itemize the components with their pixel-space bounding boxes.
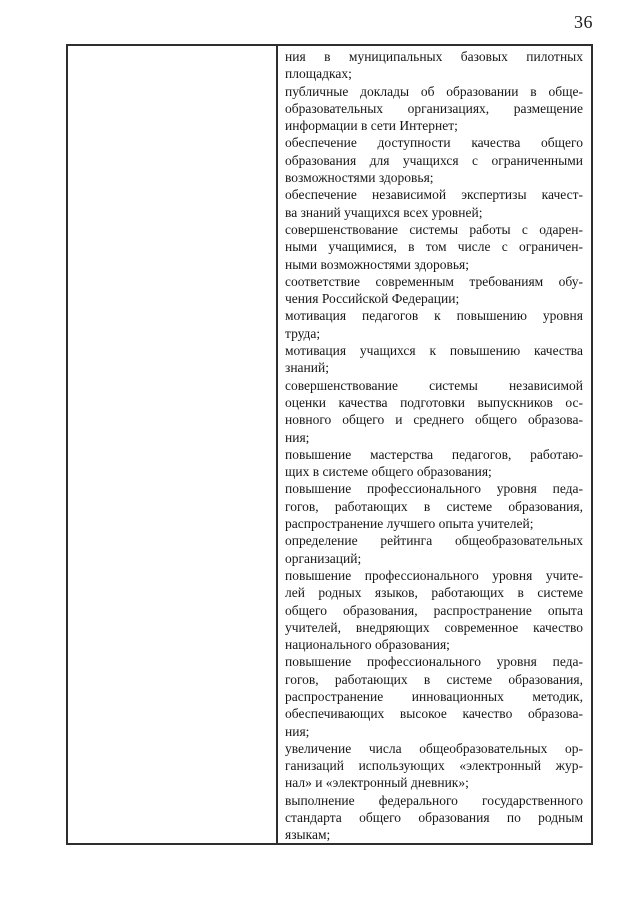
document-table — [66, 44, 593, 845]
list-item — [285, 740, 583, 792]
list-item-line: определение рейтинга общеобразовательных — [285, 533, 583, 549]
list-item-line: информации в сети Интернет; — [285, 118, 458, 134]
list-item — [285, 307, 583, 342]
list-item-line: лей родных языков, работающих в системе — [285, 585, 583, 601]
list-item-line: публичные доклады об образовании в обще- — [285, 83, 583, 99]
list-item-line: совершенствование системы работы с одарен- — [285, 221, 583, 237]
table-left-cell — [68, 46, 278, 843]
list-item — [285, 221, 583, 273]
list-item — [285, 792, 583, 843]
list-item-line: ния; — [285, 429, 310, 445]
list-item-line: распространение инновационных методик, — [285, 688, 583, 704]
list-item-line: повышение профессионального уровня педа- — [285, 654, 583, 670]
list-item-line: выполнение федерального государственного — [285, 792, 583, 808]
table-right-cell — [278, 46, 591, 843]
list-item-line: ния; — [285, 723, 310, 739]
list-item-line: общего образования, распространение опыта — [285, 602, 583, 618]
list-item — [285, 377, 583, 446]
list-item-line: новного общего и среднего общего образова- — [285, 412, 583, 428]
list-item-line: учителей, внедряющих современное качество — [285, 619, 583, 635]
list-item-line: распространение лучшего опыта учителей; — [285, 516, 534, 532]
list-item-line: совершенствование системы независимой — [285, 377, 583, 393]
list-item-line: обеспечение независимой экспертизы качест- — [285, 187, 583, 203]
list-item-line: чения Российской Федерации; — [285, 291, 460, 307]
list-item — [285, 480, 583, 532]
list-item-line: гогов, работающих в системе образования, — [285, 498, 583, 514]
list-item-line: гогов, работающих в системе образования, — [285, 671, 583, 687]
list-item-line: труда; — [285, 325, 321, 341]
list-item-line: обеспечивающих высокое качество образова- — [285, 706, 583, 722]
list-item-line: повышение мастерства педагогов, работаю- — [285, 446, 583, 462]
list-item-line: организаций; — [285, 550, 362, 566]
list-item-line: национального образования; — [285, 637, 450, 653]
list-item-line: повышение профессионального уровня педа- — [285, 481, 583, 497]
list-item-line: ния в муниципальных базовых пилотных — [285, 49, 583, 64]
list-item — [285, 567, 583, 653]
list-item-line: обеспечение доступности качества общего — [285, 135, 583, 151]
list-item — [285, 48, 583, 83]
list-item-line: знаний; — [285, 360, 329, 376]
list-item — [285, 653, 583, 739]
list-item-line: ганизаций использующих «электронный жур- — [285, 758, 583, 774]
list-item-line: мотивация педагогов к повышению уровня — [285, 308, 583, 324]
list-item-line: площадках; — [285, 66, 352, 82]
list-item — [285, 446, 583, 481]
list-item-line: нал» и «электронный дневник»; — [285, 775, 469, 791]
list-item-line: стандарта общего образования по родным — [285, 810, 583, 826]
list-item-line: ными возможностями здоровья; — [285, 256, 469, 272]
list-item-line: ва знаний учащихся всех уровней; — [285, 204, 483, 220]
list-item — [285, 342, 583, 377]
list-item-line: языкам; — [285, 827, 331, 843]
list-item-line: оценки качества подготовки выпускников ос- — [285, 394, 583, 410]
list-item — [285, 186, 583, 221]
list-item-line: повышение профессионального уровня учите- — [285, 567, 583, 583]
list-item-line: образования для учащихся с ограниченными — [285, 152, 583, 168]
list-item — [285, 273, 583, 308]
list-item-line: мотивация учащихся к повышению качества — [285, 343, 583, 359]
page-number: 36 — [574, 12, 593, 32]
list-item-line: щих в системе общего образования; — [285, 464, 492, 480]
list-item-line: образовательных организациях, размещение — [285, 100, 583, 116]
list-item-line: возможностями здоровья; — [285, 170, 434, 186]
list-item-line: увеличение числа общеобразовательных ор- — [285, 740, 583, 756]
list-item — [285, 532, 583, 567]
list-item-line: соответствие современным требованиям обу- — [285, 273, 583, 289]
list-item — [285, 134, 583, 186]
list-item — [285, 83, 583, 135]
list-item-line: ными учащимися, в том числе с ограничен- — [285, 239, 583, 255]
